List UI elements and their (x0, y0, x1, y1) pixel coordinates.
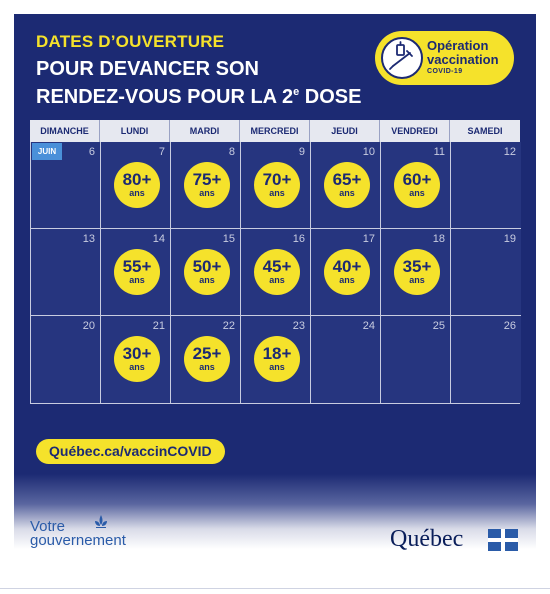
votre-text: Votre (30, 518, 66, 535)
calendar-grid (30, 142, 520, 404)
age-group-badge (254, 249, 300, 295)
age-unit: ans (339, 275, 355, 285)
age-value: 55+ (122, 257, 152, 276)
age-value: 70+ (262, 170, 292, 189)
age-unit: ans (129, 188, 145, 198)
weekday-label: MARDI (170, 120, 240, 142)
calendar-day-cell (381, 316, 451, 403)
quebec-flag-icon (488, 529, 518, 551)
calendar-day-cell (31, 316, 101, 403)
day-number: 25 (432, 320, 445, 332)
day-number: 16 (292, 233, 305, 245)
calendar-day-cell (311, 229, 381, 316)
calendar-day-cell (31, 142, 101, 229)
votre-gouvernement-logo (30, 520, 126, 548)
day-number: 26 (503, 320, 516, 332)
calendar-day-cell (311, 316, 381, 403)
fleur-de-lis-icon (92, 514, 110, 534)
age-group-badge (184, 162, 230, 208)
weekday-label: JEUDI (310, 120, 380, 142)
badge-line1: Opération (427, 38, 489, 53)
infographic-card (14, 14, 536, 574)
day-number: 23 (292, 320, 305, 332)
age-unit: ans (129, 275, 145, 285)
age-group-badge (114, 336, 160, 382)
age-group-badge (184, 249, 230, 295)
weekday-label: MERCREDI (240, 120, 310, 142)
headline-line2-prefix: RENDEZ-VOUS POUR LA 2 (36, 86, 294, 108)
day-number: 20 (82, 320, 95, 332)
headline-line2-suffix: DOSE (299, 86, 362, 108)
day-number: 12 (503, 146, 516, 158)
age-unit: ans (269, 188, 285, 198)
month-tag: JUIN (32, 143, 62, 160)
age-group-badge (394, 162, 440, 208)
age-value: 40+ (332, 257, 362, 276)
website-link[interactable]: Québec.ca/vaccinCOVID (36, 439, 225, 464)
age-value: 45+ (262, 257, 292, 276)
calendar-day-cell (171, 316, 241, 403)
gouvernement-text: gouvernement (30, 532, 126, 549)
age-value: 60+ (402, 170, 432, 189)
day-number: 13 (82, 233, 95, 245)
calendar-day-cell (241, 229, 311, 316)
weekday-label: SAMEDI (467, 126, 503, 136)
age-group-badge (184, 336, 230, 382)
operation-vaccination-badge (375, 31, 514, 85)
age-unit: ans (409, 275, 425, 285)
calendar-day-cell (381, 229, 451, 316)
calendar-day-cell (171, 229, 241, 316)
day-number: 6 (88, 146, 95, 158)
age-group-badge (254, 162, 300, 208)
calendar-header (30, 120, 520, 142)
age-value: 25+ (192, 344, 222, 363)
age-value: 30+ (122, 344, 152, 363)
calendar-day-cell (451, 229, 521, 316)
calendar-day-cell (101, 316, 171, 403)
age-value: 75+ (192, 170, 222, 189)
day-number: 21 (152, 320, 165, 332)
age-group-badge (114, 249, 160, 295)
operation-vaccination-text (427, 39, 499, 75)
calendar-day-cell (31, 229, 101, 316)
age-unit: ans (199, 362, 215, 372)
day-number: 22 (222, 320, 235, 332)
headline-line2-sup: e (293, 86, 300, 98)
age-value: 50+ (192, 257, 222, 276)
age-value: 80+ (122, 170, 152, 189)
badge-line2: vaccination (427, 52, 499, 67)
divider (0, 588, 550, 589)
day-number: 24 (362, 320, 375, 332)
age-unit: ans (199, 188, 215, 198)
weekday-label: VENDREDI (380, 120, 450, 142)
age-value: 65+ (332, 170, 362, 189)
syringe-icon (381, 37, 423, 79)
quebec-wordmark: Québec (390, 526, 464, 552)
day-number: 8 (228, 146, 235, 158)
day-number: 19 (503, 233, 516, 245)
day-number: 17 (362, 233, 375, 245)
calendar (30, 120, 520, 404)
kicker-title: DATES D’OUVERTURE (36, 32, 225, 51)
calendar-day-cell (451, 142, 521, 229)
headline (36, 58, 361, 109)
calendar-day-cell (241, 316, 311, 403)
headline-line1: POUR DEVANCER SON (36, 58, 259, 80)
age-group-badge (254, 336, 300, 382)
badge-line3: COVID-19 (427, 68, 463, 75)
day-number: 11 (433, 146, 445, 158)
calendar-day-cell (381, 142, 451, 229)
age-unit: ans (199, 275, 215, 285)
calendar-day-cell (101, 229, 171, 316)
age-unit: ans (339, 188, 355, 198)
age-group-badge (324, 249, 370, 295)
day-number: 10 (362, 146, 375, 158)
calendar-day-cell (241, 142, 311, 229)
day-number: 7 (158, 146, 165, 158)
age-unit: ans (269, 362, 285, 372)
calendar-day-cell (311, 142, 381, 229)
day-number: 15 (222, 233, 235, 245)
day-number: 9 (298, 146, 305, 158)
day-number: 18 (432, 233, 445, 245)
weekday-label: DIMANCHE (30, 120, 100, 142)
calendar-day-cell (171, 142, 241, 229)
age-group-badge (324, 162, 370, 208)
calendar-day-cell (101, 142, 171, 229)
age-unit: ans (269, 275, 285, 285)
age-value: 35+ (402, 257, 432, 276)
age-unit: ans (409, 188, 425, 198)
age-group-badge (114, 162, 160, 208)
calendar-day-cell (451, 316, 521, 403)
weekday-label: LUNDI (100, 120, 170, 142)
age-value: 18+ (262, 344, 292, 363)
day-number: 14 (152, 233, 165, 245)
age-unit: ans (129, 362, 145, 372)
age-group-badge (394, 249, 440, 295)
